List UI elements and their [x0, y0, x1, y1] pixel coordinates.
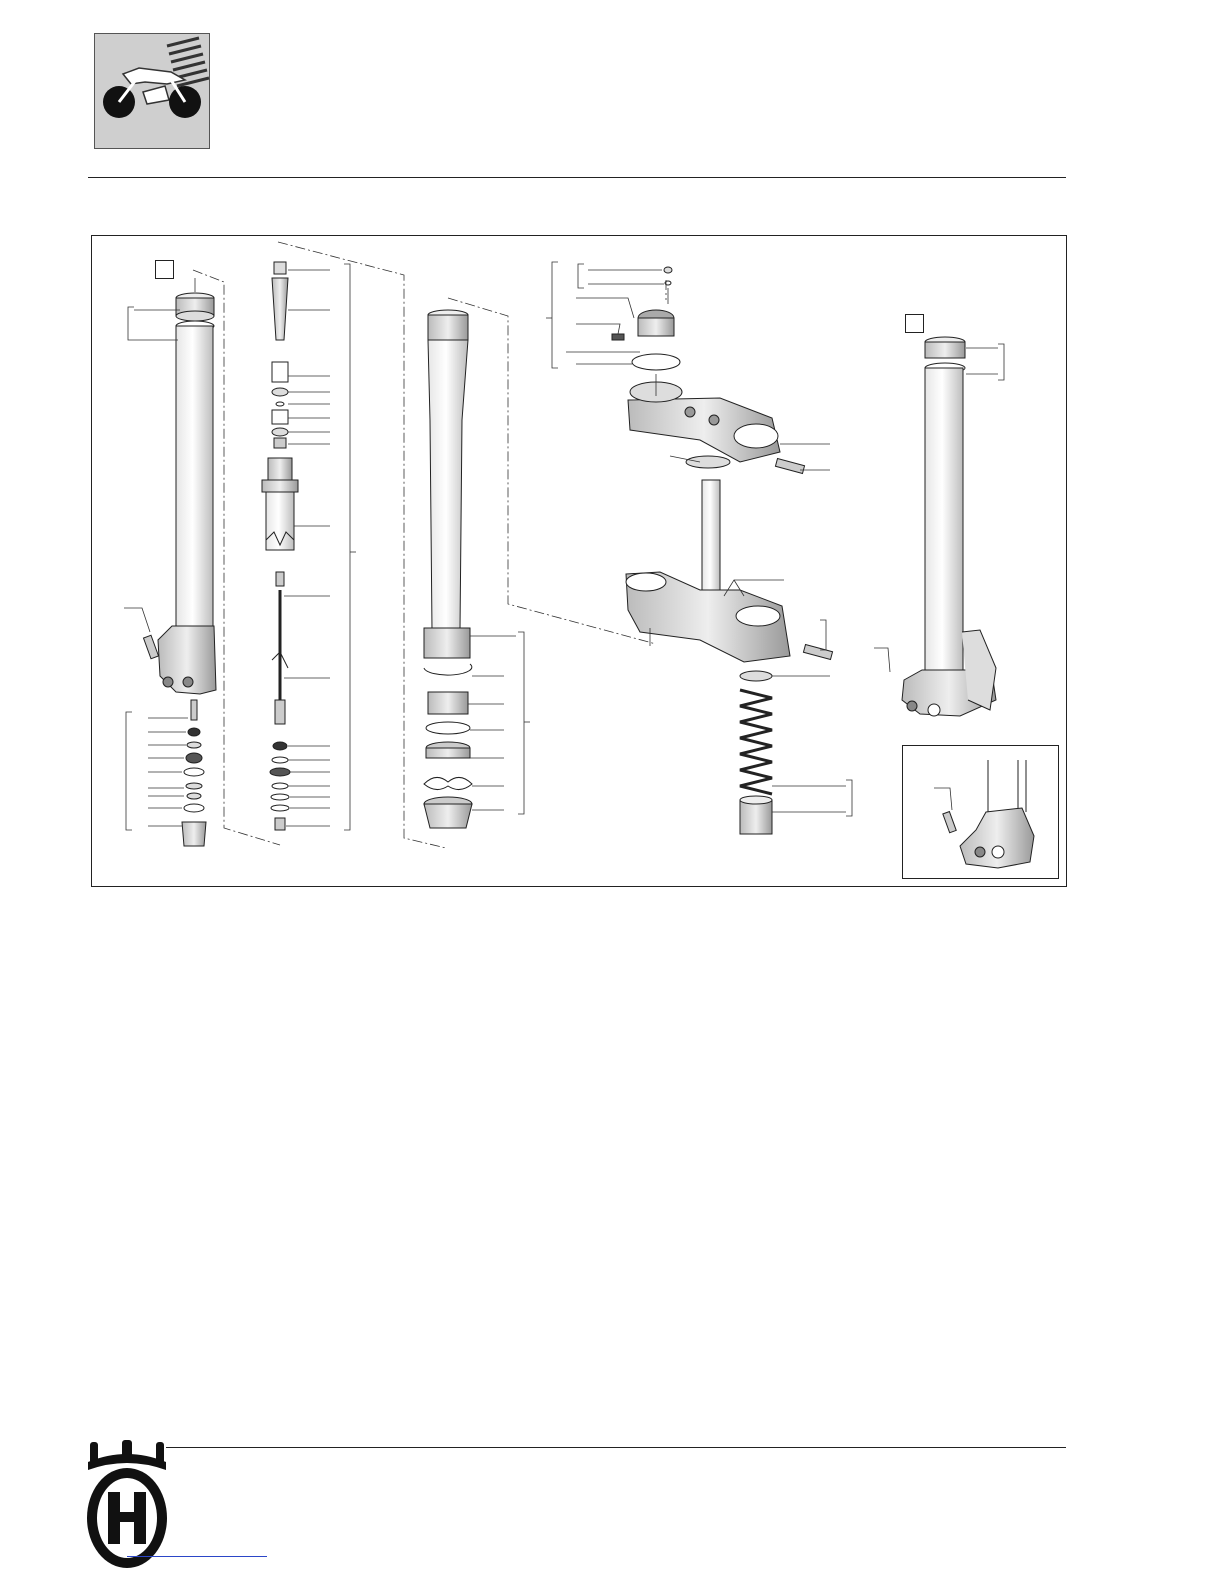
left-outer-tube — [143, 293, 216, 694]
cap-assembly — [612, 267, 680, 370]
right-outer-tube — [902, 337, 996, 716]
leader-lines — [124, 262, 1004, 830]
husqvarna-logo — [86, 1440, 168, 1572]
inner-tube — [424, 310, 472, 828]
footer-link[interactable] — [127, 1556, 267, 1557]
footer-rule — [166, 1447, 1066, 1448]
inset-detail-leg — [943, 760, 1034, 868]
damper-rod-stack — [262, 262, 298, 830]
steering-stem — [626, 456, 833, 662]
left-lower-stack — [182, 700, 206, 846]
fork-spring — [740, 671, 772, 834]
